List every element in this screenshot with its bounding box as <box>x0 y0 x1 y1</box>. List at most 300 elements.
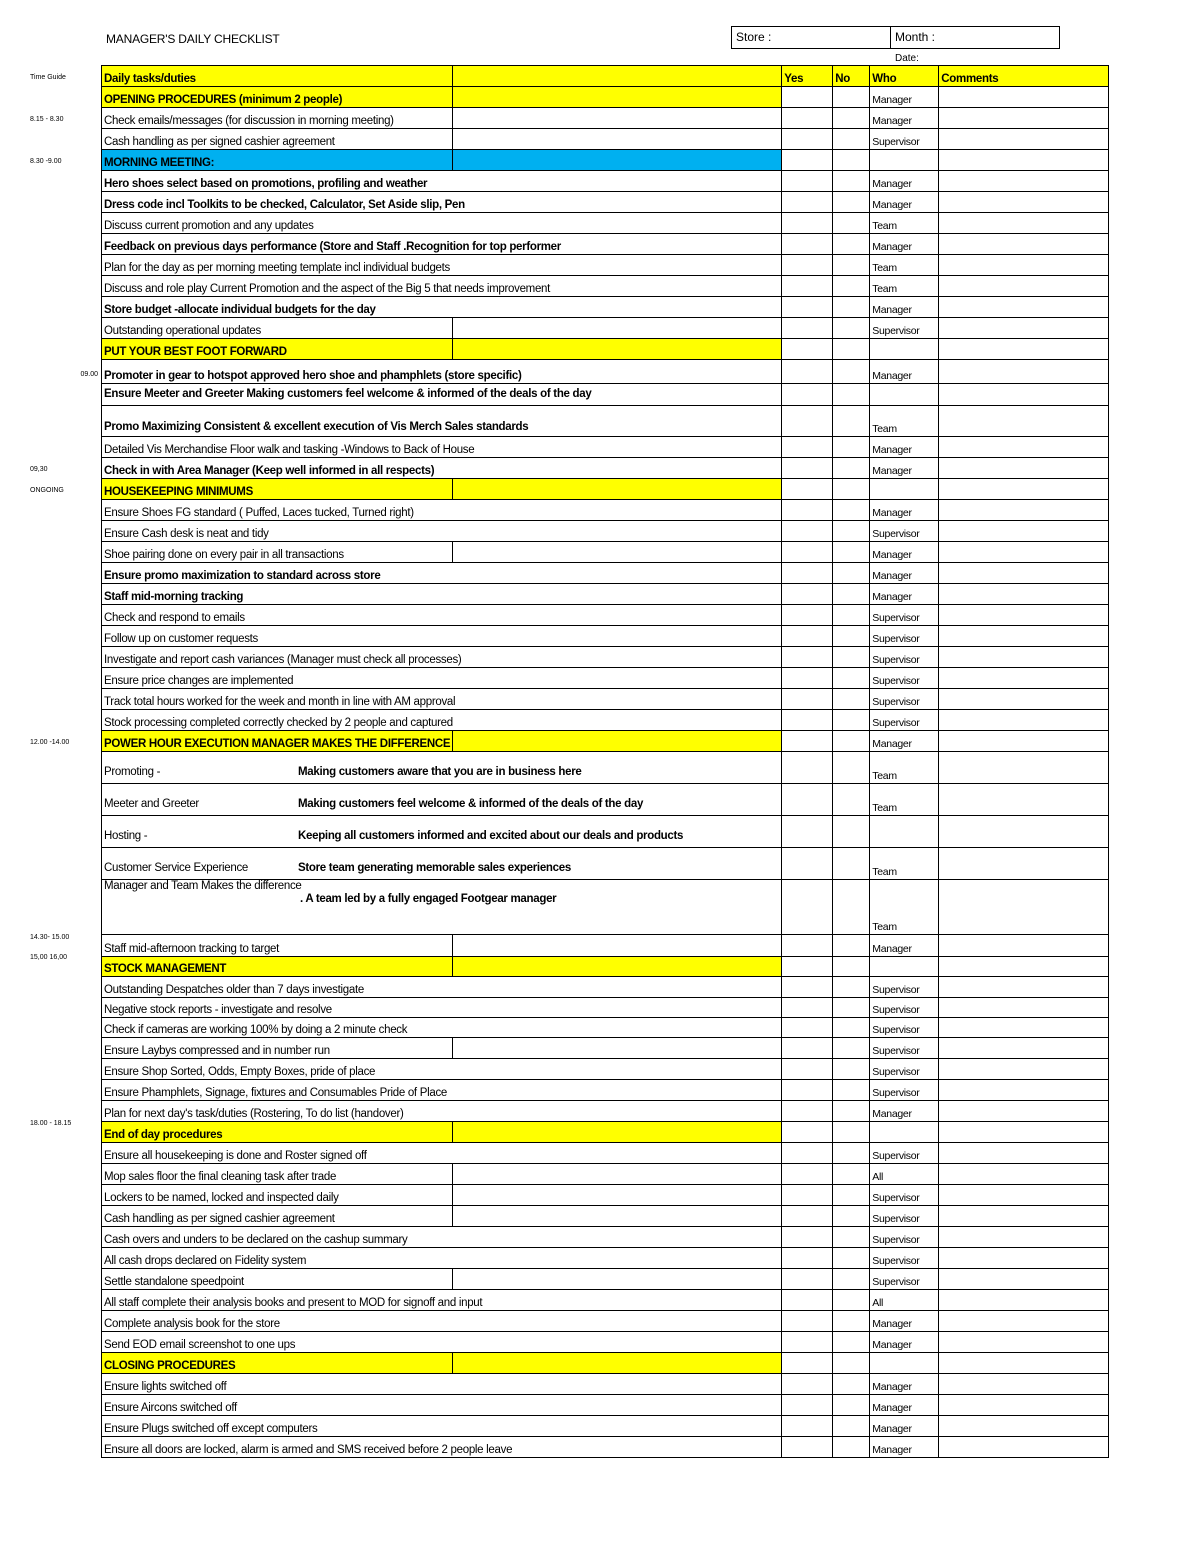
task-text: Hosting - <box>104 830 148 842</box>
no-cell[interactable] <box>833 998 870 1018</box>
no-cell[interactable] <box>833 479 870 500</box>
comments-cell[interactable] <box>939 710 1109 731</box>
no-cell[interactable] <box>833 1332 870 1353</box>
task-cell: Store budget -allocate individual budgets for the day <box>102 297 782 318</box>
who-cell: Manager <box>870 171 939 192</box>
no-cell[interactable] <box>833 731 870 752</box>
comments-cell[interactable] <box>939 784 1109 816</box>
no-cell[interactable] <box>833 816 870 848</box>
comments-cell[interactable] <box>939 1122 1109 1143</box>
task-cell: Discuss current promotion and any updates <box>102 213 782 234</box>
task-cell: Check and respond to emails <box>102 605 782 626</box>
comments-cell[interactable] <box>939 1374 1109 1395</box>
yes-cell[interactable] <box>782 848 833 880</box>
yes-cell[interactable] <box>782 977 833 998</box>
no-cell[interactable] <box>833 1080 870 1101</box>
task-cell <box>102 752 782 784</box>
no-cell[interactable] <box>833 1416 870 1437</box>
yes-cell[interactable] <box>782 213 833 234</box>
task-cell: Outstanding Despatches older than 7 days investigate <box>102 977 782 998</box>
who-cell: Team <box>870 784 939 816</box>
comments-cell[interactable] <box>939 1101 1109 1122</box>
task-cell-ext <box>453 1206 782 1227</box>
task-cell-ext <box>453 479 782 500</box>
task-cell: Shoe pairing done on every pair in all transactions <box>102 542 453 563</box>
checklist-row <box>102 1164 1109 1185</box>
checklist-row <box>102 500 1109 521</box>
yes-cell[interactable] <box>782 1122 833 1143</box>
yes-cell[interactable] <box>782 605 833 626</box>
task-cell: Feedback on previous days performance (Store and Staff .Recognition for top performer <box>102 234 782 255</box>
comments-cell[interactable] <box>939 406 1109 437</box>
who-cell: Supervisor <box>870 1227 939 1248</box>
comments-cell[interactable] <box>939 129 1109 150</box>
no-cell[interactable] <box>833 784 870 816</box>
yes-cell[interactable] <box>782 1185 833 1206</box>
task-detail: Making customers aware that you are in business here <box>298 766 582 778</box>
comments-cell[interactable] <box>939 668 1109 689</box>
comments-cell[interactable] <box>939 213 1109 234</box>
checklist-row <box>102 192 1109 213</box>
yes-cell[interactable] <box>782 542 833 563</box>
no-cell[interactable] <box>833 1038 870 1059</box>
comments-cell[interactable] <box>939 1353 1109 1374</box>
who-cell: All <box>870 1290 939 1311</box>
task-cell: Ensure Cash desk is neat and tidy <box>102 521 782 542</box>
no-cell[interactable] <box>833 689 870 710</box>
who-cell: Supervisor <box>870 1269 939 1290</box>
time-guide: 15,00 16,00 <box>30 954 67 961</box>
yes-cell[interactable] <box>782 479 833 500</box>
yes-cell[interactable] <box>782 171 833 192</box>
task-text: Manager and Team Makes the difference <box>104 880 302 892</box>
no-cell[interactable] <box>833 1018 870 1038</box>
task-cell: Detailed Vis Merchandise Floor walk and tasking -Windows to Back of House <box>102 437 782 458</box>
no-cell[interactable] <box>833 1185 870 1206</box>
checklist-row <box>102 816 1109 848</box>
no-cell[interactable] <box>833 1374 870 1395</box>
no-cell[interactable] <box>833 542 870 563</box>
comments-cell[interactable] <box>939 1332 1109 1353</box>
task-cell: Plan for the day as per morning meeting template incl individual budgets <box>102 255 782 276</box>
comments-cell[interactable] <box>939 1059 1109 1080</box>
no-cell[interactable] <box>833 1227 870 1248</box>
who-cell: Supervisor <box>870 129 939 150</box>
no-cell[interactable] <box>833 848 870 880</box>
task-cell: Ensure Shoes FG standard ( Puffed, Laces tucked, Turned right) <box>102 500 782 521</box>
who-cell <box>870 1353 939 1374</box>
who-cell: Manager <box>870 108 939 129</box>
yes-cell[interactable] <box>782 1164 833 1185</box>
no-cell[interactable] <box>833 276 870 297</box>
no-cell[interactable] <box>833 563 870 584</box>
who-cell <box>870 339 939 360</box>
no-cell[interactable] <box>833 668 870 689</box>
comments-cell[interactable] <box>939 998 1109 1018</box>
comments-cell[interactable] <box>939 1080 1109 1101</box>
yes-cell[interactable] <box>782 1059 833 1080</box>
checklist-row <box>102 752 1109 784</box>
task-cell: Mop sales floor the final cleaning task after trade <box>102 1164 453 1185</box>
checklist-row <box>102 339 1109 360</box>
task-cell: Promoter in gear to hotspot approved hero shoe and phamphlets (store specific) <box>102 360 782 384</box>
who-cell <box>870 150 939 171</box>
checklist-row <box>102 87 1109 108</box>
no-cell[interactable] <box>833 108 870 129</box>
task-cell-ext <box>453 87 782 108</box>
comments-cell[interactable] <box>939 150 1109 171</box>
comments-cell[interactable] <box>939 384 1109 406</box>
yes-cell[interactable] <box>782 1248 833 1269</box>
yes-cell[interactable] <box>782 1018 833 1038</box>
who-cell: Team <box>870 848 939 880</box>
task-cell-ext <box>453 1269 782 1290</box>
task-text: Promoting - <box>104 766 161 778</box>
task-cell: Ensure Phamphlets, Signage, fixtures and Consumables Pride of Place <box>102 1080 782 1101</box>
comments-cell[interactable] <box>939 1227 1109 1248</box>
comments-cell[interactable] <box>939 563 1109 584</box>
comments-cell[interactable] <box>939 1395 1109 1416</box>
no-cell[interactable] <box>833 626 870 647</box>
task-cell: Ensure Laybys compressed and in number run <box>102 1038 453 1059</box>
no-cell[interactable] <box>833 957 870 977</box>
task-cell: All staff complete their analysis books and present to MOD for signoff and input <box>102 1290 782 1311</box>
task-cell: Check if cameras are working 100% by doing a 2 minute check <box>102 1018 782 1038</box>
comments-cell[interactable] <box>939 87 1109 108</box>
no-cell[interactable] <box>833 1290 870 1311</box>
yes-cell[interactable] <box>782 500 833 521</box>
no-cell[interactable] <box>833 521 870 542</box>
comments-cell[interactable] <box>939 880 1109 935</box>
no-cell[interactable] <box>833 384 870 406</box>
yes-cell[interactable] <box>782 689 833 710</box>
yes-cell[interactable] <box>782 360 833 384</box>
who-cell: Manager <box>870 234 939 255</box>
no-cell[interactable] <box>833 150 870 171</box>
who-cell: Supervisor <box>870 1143 939 1164</box>
checklist-row <box>102 360 1109 384</box>
no-cell[interactable] <box>833 297 870 318</box>
comments-cell[interactable] <box>939 1269 1109 1290</box>
yes-cell[interactable] <box>782 1374 833 1395</box>
checklist-row <box>102 668 1109 689</box>
checklist-row <box>102 1332 1109 1353</box>
comments-cell[interactable] <box>939 192 1109 213</box>
no-cell[interactable] <box>833 1248 870 1269</box>
yes-cell[interactable] <box>782 1332 833 1353</box>
who-cell: Manager <box>870 1416 939 1437</box>
who-cell <box>870 957 939 977</box>
comments-cell[interactable] <box>939 276 1109 297</box>
yes-cell[interactable] <box>782 998 833 1018</box>
comments-cell[interactable] <box>939 1143 1109 1164</box>
yes-cell[interactable] <box>782 255 833 276</box>
no-cell[interactable] <box>833 192 870 213</box>
yes-cell[interactable] <box>782 647 833 668</box>
yes-cell[interactable] <box>782 437 833 458</box>
yes-cell[interactable] <box>782 339 833 360</box>
task-cell: Ensure all doors are locked, alarm is armed and SMS received before 2 people leave <box>102 1437 782 1458</box>
no-cell[interactable] <box>833 318 870 339</box>
yes-cell[interactable] <box>782 129 833 150</box>
no-cell[interactable] <box>833 1269 870 1290</box>
yes-cell[interactable] <box>782 1353 833 1374</box>
task-cell: Dress code incl Toolkits to be checked, Calculator, Set Aside slip, Pen <box>102 192 782 213</box>
yes-cell[interactable] <box>782 406 833 437</box>
yes-cell[interactable] <box>782 784 833 816</box>
task-cell: Negative stock reports - investigate and resolve <box>102 998 782 1018</box>
no-cell[interactable] <box>833 406 870 437</box>
who-cell: Manager <box>870 563 939 584</box>
comments-cell[interactable] <box>939 1311 1109 1332</box>
yes-cell[interactable] <box>782 521 833 542</box>
no-cell[interactable] <box>833 87 870 108</box>
checklist-row <box>102 129 1109 150</box>
no-cell[interactable] <box>833 1059 870 1080</box>
comments-cell[interactable] <box>939 234 1109 255</box>
yes-cell[interactable] <box>782 1227 833 1248</box>
yes-cell[interactable] <box>782 816 833 848</box>
task-cell: Staff mid-morning tracking <box>102 584 782 605</box>
comments-cell[interactable] <box>939 605 1109 626</box>
task-cell-ext <box>453 1164 782 1185</box>
task-cell-ext <box>453 129 782 150</box>
yes-cell[interactable] <box>782 384 833 406</box>
yes-cell[interactable] <box>782 1416 833 1437</box>
no-cell[interactable] <box>833 1101 870 1122</box>
comments-cell[interactable] <box>939 848 1109 880</box>
checklist-row <box>102 1122 1109 1143</box>
col-yes: Yes <box>782 66 833 87</box>
checklist-row <box>102 1143 1109 1164</box>
checklist-row <box>102 1437 1109 1458</box>
no-cell[interactable] <box>833 1164 870 1185</box>
comments-cell[interactable] <box>939 731 1109 752</box>
checklist-row <box>102 998 1109 1018</box>
who-cell: Manager <box>870 1332 939 1353</box>
comments-cell[interactable] <box>939 1416 1109 1437</box>
yes-cell[interactable] <box>782 1206 833 1227</box>
comments-cell[interactable] <box>939 584 1109 605</box>
yes-cell[interactable] <box>782 731 833 752</box>
task-cell: Ensure Meeter and Greeter Making customers feel welcome & informed of the deals of the day <box>102 384 782 406</box>
no-cell[interactable] <box>833 458 870 479</box>
comments-cell[interactable] <box>939 479 1109 500</box>
yes-cell[interactable] <box>782 192 833 213</box>
yes-cell[interactable] <box>782 108 833 129</box>
store-field[interactable] <box>731 26 891 49</box>
no-cell[interactable] <box>833 1122 870 1143</box>
yes-cell[interactable] <box>782 935 833 957</box>
no-cell[interactable] <box>833 710 870 731</box>
comments-cell[interactable] <box>939 437 1109 458</box>
task-cell: All cash drops declared on Fidelity system <box>102 1248 782 1269</box>
checklist-row <box>102 689 1109 710</box>
who-cell: Manager <box>870 1395 939 1416</box>
yes-cell[interactable] <box>782 150 833 171</box>
comments-cell[interactable] <box>939 1185 1109 1206</box>
no-cell[interactable] <box>833 605 870 626</box>
task-cell: Settle standalone speedpoint <box>102 1269 453 1290</box>
comments-cell[interactable] <box>939 1206 1109 1227</box>
task-cell: CLOSING PROCEDURES <box>102 1353 453 1374</box>
comments-cell[interactable] <box>939 360 1109 384</box>
no-cell[interactable] <box>833 234 870 255</box>
who-cell: Manager <box>870 192 939 213</box>
comments-cell[interactable] <box>939 458 1109 479</box>
yes-cell[interactable] <box>782 276 833 297</box>
task-cell: Investigate and report cash variances (Manager must check all processes) <box>102 647 782 668</box>
checklist-row <box>102 1038 1109 1059</box>
no-cell[interactable] <box>833 584 870 605</box>
comments-cell[interactable] <box>939 1164 1109 1185</box>
who-cell: Manager <box>870 731 939 752</box>
time-guide: 8.15 - 8.30 <box>30 116 64 123</box>
yes-cell[interactable] <box>782 668 833 689</box>
checklist-row <box>102 479 1109 500</box>
comments-cell[interactable] <box>939 521 1109 542</box>
no-cell[interactable] <box>833 1353 870 1374</box>
no-cell[interactable] <box>833 935 870 957</box>
yes-cell[interactable] <box>782 1311 833 1332</box>
task-cell: Check emails/messages (for discussion in morning meeting) <box>102 108 453 129</box>
task-cell: Ensure Plugs switched off except computers <box>102 1416 782 1437</box>
checklist-row <box>102 437 1109 458</box>
comments-cell[interactable] <box>939 752 1109 784</box>
checklist-row <box>102 1185 1109 1206</box>
no-cell[interactable] <box>833 880 870 935</box>
comments-cell[interactable] <box>939 1248 1109 1269</box>
no-cell[interactable] <box>833 339 870 360</box>
col-task-cont <box>453 66 782 87</box>
yes-cell[interactable] <box>782 87 833 108</box>
who-cell: Manager <box>870 584 939 605</box>
yes-cell[interactable] <box>782 1269 833 1290</box>
comments-cell[interactable] <box>939 255 1109 276</box>
date-label: Date: <box>895 53 919 64</box>
who-cell: Supervisor <box>870 977 939 998</box>
comments-cell[interactable] <box>939 647 1109 668</box>
yes-cell[interactable] <box>782 880 833 935</box>
no-cell[interactable] <box>833 1437 870 1458</box>
store-label: Store : <box>736 30 772 44</box>
no-cell[interactable] <box>833 977 870 998</box>
comments-cell[interactable] <box>939 977 1109 998</box>
yes-cell[interactable] <box>782 234 833 255</box>
yes-cell[interactable] <box>782 1080 833 1101</box>
no-cell[interactable] <box>833 647 870 668</box>
yes-cell[interactable] <box>782 1101 833 1122</box>
checklist-row <box>102 848 1109 880</box>
no-cell[interactable] <box>833 171 870 192</box>
comments-cell[interactable] <box>939 500 1109 521</box>
task-cell-ext <box>453 339 782 360</box>
task-cell <box>102 880 782 935</box>
task-cell <box>102 784 782 816</box>
yes-cell[interactable] <box>782 957 833 977</box>
checklist-row <box>102 108 1109 129</box>
comments-cell[interactable] <box>939 816 1109 848</box>
who-cell: Supervisor <box>870 1080 939 1101</box>
yes-cell[interactable] <box>782 1038 833 1059</box>
yes-cell[interactable] <box>782 318 833 339</box>
yes-cell[interactable] <box>782 584 833 605</box>
who-cell: Supervisor <box>870 710 939 731</box>
checklist-row <box>102 542 1109 563</box>
yes-cell[interactable] <box>782 297 833 318</box>
checklist-row <box>102 406 1109 437</box>
comments-cell[interactable] <box>939 626 1109 647</box>
comments-cell[interactable] <box>939 108 1109 129</box>
checklist-row <box>102 626 1109 647</box>
comments-cell[interactable] <box>939 957 1109 977</box>
no-cell[interactable] <box>833 360 870 384</box>
no-cell[interactable] <box>833 213 870 234</box>
task-cell-ext <box>453 1185 782 1206</box>
no-cell[interactable] <box>833 1206 870 1227</box>
comments-cell[interactable] <box>939 689 1109 710</box>
no-cell[interactable] <box>833 1311 870 1332</box>
yes-cell[interactable] <box>782 752 833 784</box>
yes-cell[interactable] <box>782 1143 833 1164</box>
comments-cell[interactable] <box>939 339 1109 360</box>
month-field[interactable] <box>890 26 1060 49</box>
comments-cell[interactable] <box>939 1290 1109 1311</box>
no-cell[interactable] <box>833 1143 870 1164</box>
comments-cell[interactable] <box>939 542 1109 563</box>
yes-cell[interactable] <box>782 1290 833 1311</box>
task-cell-ext <box>453 108 782 129</box>
comments-cell[interactable] <box>939 1038 1109 1059</box>
col-task: Daily tasks/duties <box>102 66 453 87</box>
no-cell[interactable] <box>833 1395 870 1416</box>
comments-cell[interactable] <box>939 318 1109 339</box>
yes-cell[interactable] <box>782 458 833 479</box>
yes-cell[interactable] <box>782 1395 833 1416</box>
task-cell: Send EOD email screenshot to one ups <box>102 1332 782 1353</box>
comments-cell[interactable] <box>939 1018 1109 1038</box>
task-cell: Promo Maximizing Consistent & excellent execution of Vis Merch Sales standards <box>102 406 782 437</box>
who-cell: Manager <box>870 297 939 318</box>
comments-cell[interactable] <box>939 935 1109 957</box>
checklist-row <box>102 1311 1109 1332</box>
yes-cell[interactable] <box>782 563 833 584</box>
no-cell[interactable] <box>833 500 870 521</box>
no-cell[interactable] <box>833 255 870 276</box>
checklist-row <box>102 318 1109 339</box>
who-cell: Supervisor <box>870 689 939 710</box>
checklist-row <box>102 710 1109 731</box>
comments-cell[interactable] <box>939 1437 1109 1458</box>
no-cell[interactable] <box>833 752 870 784</box>
task-cell: Ensure price changes are implemented <box>102 668 782 689</box>
task-cell-ext <box>453 731 782 752</box>
yes-cell[interactable] <box>782 626 833 647</box>
time-guide: 8.30 -9.00 <box>30 158 62 165</box>
comments-cell[interactable] <box>939 297 1109 318</box>
comments-cell[interactable] <box>939 171 1109 192</box>
yes-cell[interactable] <box>782 1437 833 1458</box>
who-cell: Team <box>870 880 939 935</box>
task-cell-ext <box>453 1122 782 1143</box>
checklist-row <box>102 458 1109 479</box>
who-cell: Manager <box>870 458 939 479</box>
header-row <box>102 66 1109 87</box>
no-cell[interactable] <box>833 129 870 150</box>
no-cell[interactable] <box>833 437 870 458</box>
yes-cell[interactable] <box>782 710 833 731</box>
task-cell-ext <box>453 1038 782 1059</box>
